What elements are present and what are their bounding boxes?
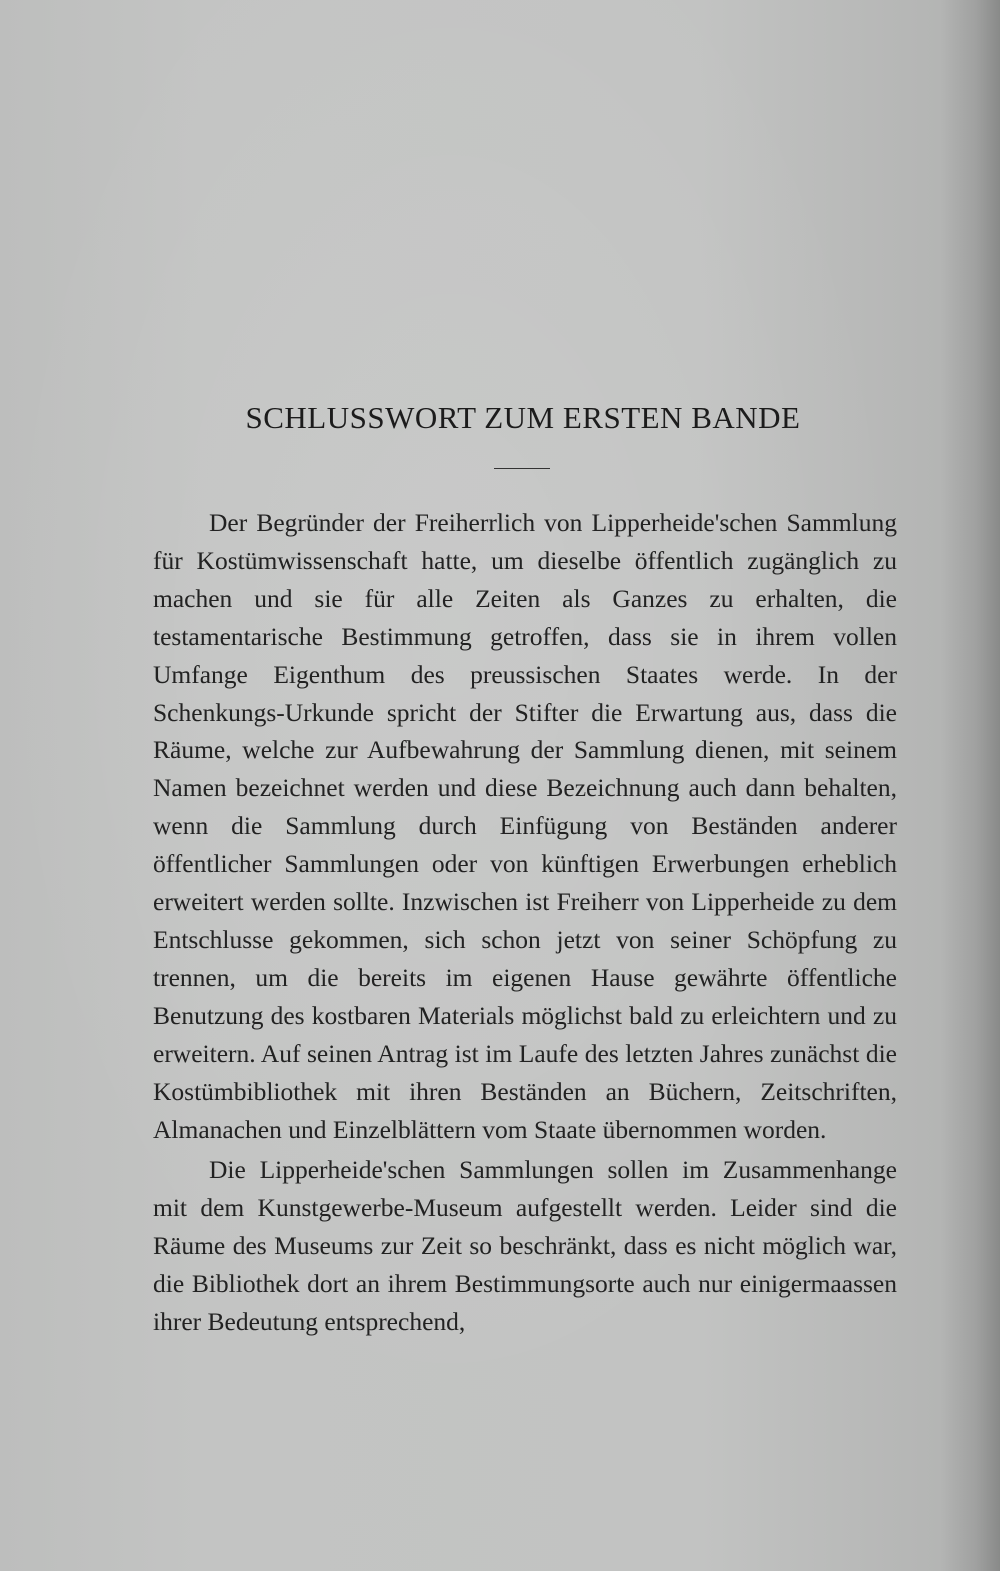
paragraph-1: Der Begründer der Freiherrlich von Lipperheide'schen Sammlung für Kostümwissenschaft hatte, um dieselbe öffentlich zugänglich zu machen und sie für alle Zeiten als Ganzes zu erhalten, die testamentarische Bestimmung getroffen, dass sie in ihrem vollen Umfange Eigenthum des preussischen Staates werde. In der Schenkungs-Urkunde spricht der Stifter die Erwartung aus, dass die Räume, welche zur Aufbewahrung der Sammlung dienen, mit seinem Namen bezeichnet werden und diese Bezeichnung auch dann behalten, wenn die Sammlung durch Einfügung von Beständen anderer öffentlicher Sammlungen oder von künftigen Erwerbungen erheblich erweitert werden sollte. Inzwischen ist Freiherr von Lipperheide zu dem Entschlusse gekommen, sich schon jetzt von seiner Schöpfung zu trennen, um die bereits im eigenen Hause gewährte öffentliche Benutzung des kostbaren Materials möglichst bald zu erleichtern und zu erweitern. Auf seinen Antrag ist im Laufe des letzten Jahres zunächst die Kostümbibliothek mit ihren Beständen an Büchern, Zeitschriften, Almanachen und Einzelblättern vom Staate übernommen worden. bbox=[153, 508, 897, 1144]
page-edge-shadow bbox=[940, 0, 1000, 1571]
body-text bbox=[153, 504, 897, 1341]
heading-divider bbox=[494, 468, 550, 469]
paragraph-2: Die Lipperheide'schen Sammlungen sollen im Zusammenhange mit dem Kunstgewerbe-Museum aufgestellt werden. Leider sind die Räume des Museums zur Zeit so beschränkt, dass es nicht möglich war, die Bibliothek dort an ihrem Bestimmungsorte auch nur einigermaassen ihrer Bedeutung entsprechend, bbox=[153, 1155, 897, 1337]
chapter-heading: SCHLUSSWORT ZUM ERSTEN BANDE bbox=[245, 400, 801, 435]
